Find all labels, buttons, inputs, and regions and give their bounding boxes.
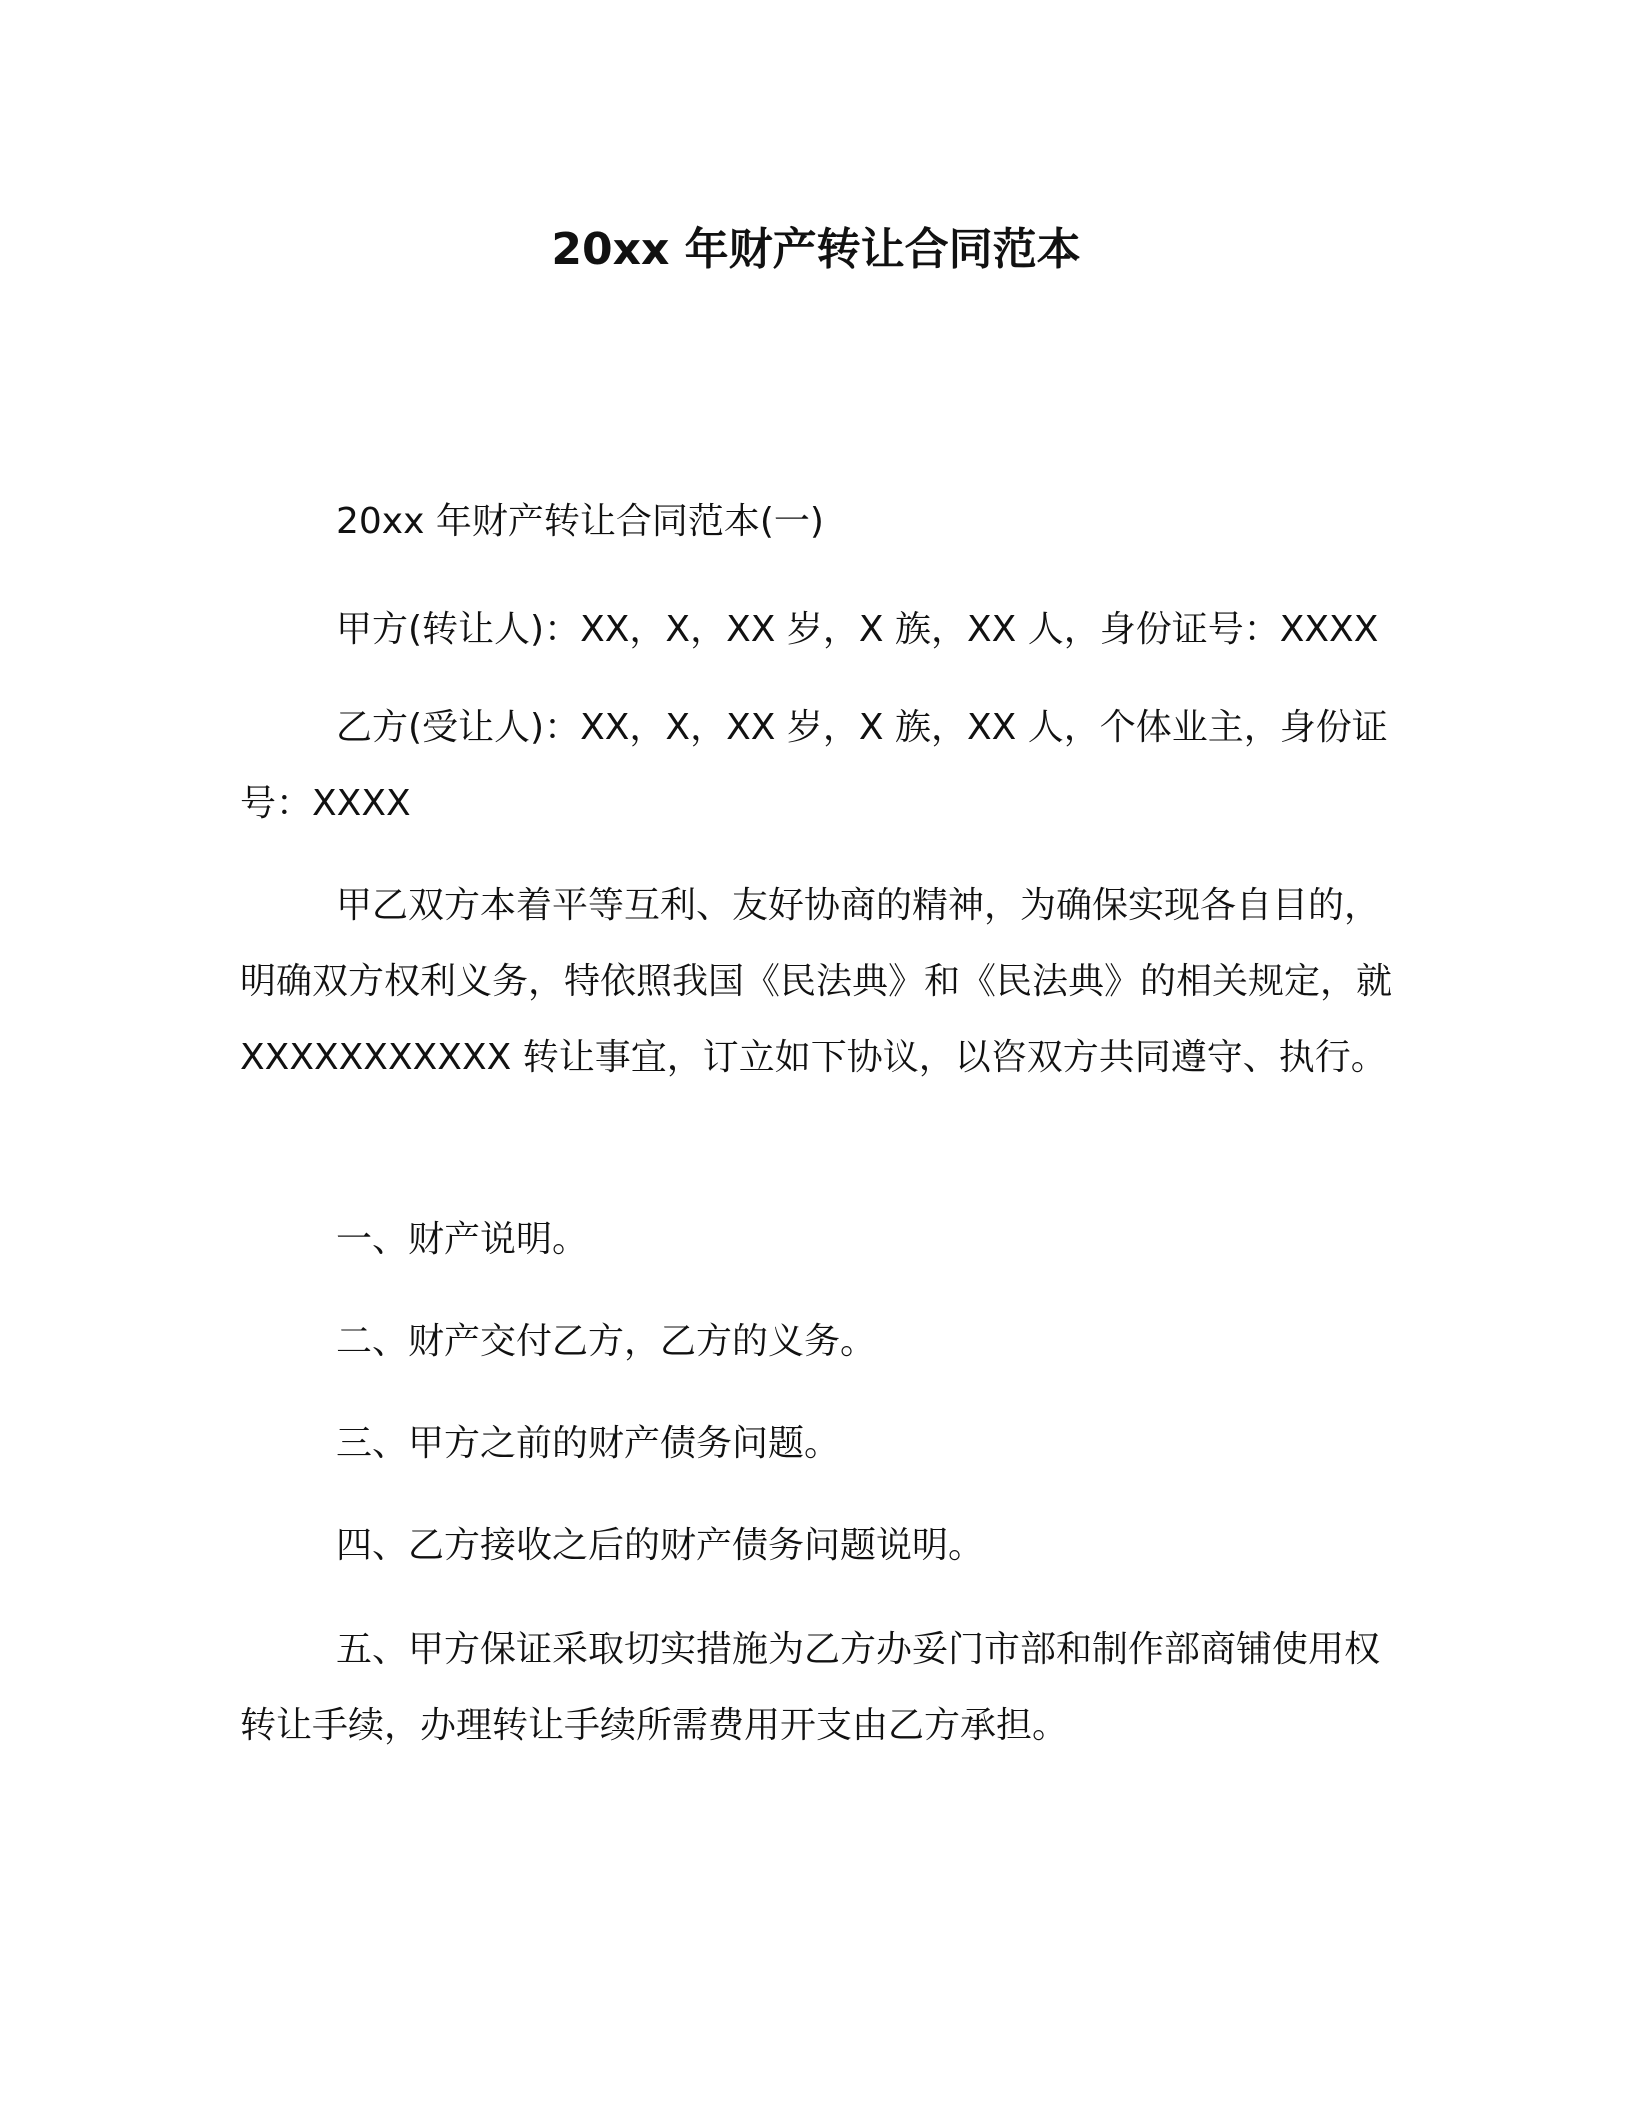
- party-b-paragraph: [240, 690, 1392, 842]
- clause-4-text: 四、乙方接收之后的财产债务问题说明。: [336, 1525, 985, 1566]
- subtitle-paragraph: [240, 484, 1392, 560]
- party-a-text: 甲方(转让人)：XX，X，XX 岁，X 族，XX 人，身份证号：XXXX: [336, 609, 1379, 650]
- clause-item: [240, 1406, 1392, 1482]
- subtitle-text: 20xx 年财产转让合同范本(一): [336, 501, 824, 542]
- clause-3-text: 三、甲方之前的财产债务问题。: [336, 1423, 841, 1464]
- clause-item: [240, 1508, 1392, 1584]
- party-b-text: 乙方(受让人)：XX，X，XX 岁，X 族，XX 人，个体业主，身份证号：XXXX: [240, 707, 1388, 824]
- document-title: 20xx 年财产转让合同范本: [551, 224, 1081, 275]
- party-a-paragraph: [240, 592, 1392, 668]
- clause-item: [240, 1612, 1392, 1764]
- clause-1-text: 一、财产说明。: [336, 1219, 589, 1260]
- clause-2-text: 二、财产交付乙方，乙方的义务。: [336, 1321, 877, 1362]
- clause-5-text: 五、甲方保证采取切实措施为乙方办妥门市部和制作部商铺使用权转让手续，办理转让手续所需费用开支由乙方承担。: [240, 1629, 1381, 1746]
- preamble-text: 甲乙双方本着平等互利、友好协商的精神，为确保实现各自目的，明确双方权利义务，特依照我国《民法典》和《民法典》的相关规定，就 XXXXXXXXXXX 转让事宜，订立如下协议，以咨双方共同遵守、执行。: [240, 885, 1393, 1078]
- clause-item: [240, 1202, 1392, 1278]
- clause-item: [240, 1304, 1392, 1380]
- preamble-paragraph: [240, 868, 1392, 1096]
